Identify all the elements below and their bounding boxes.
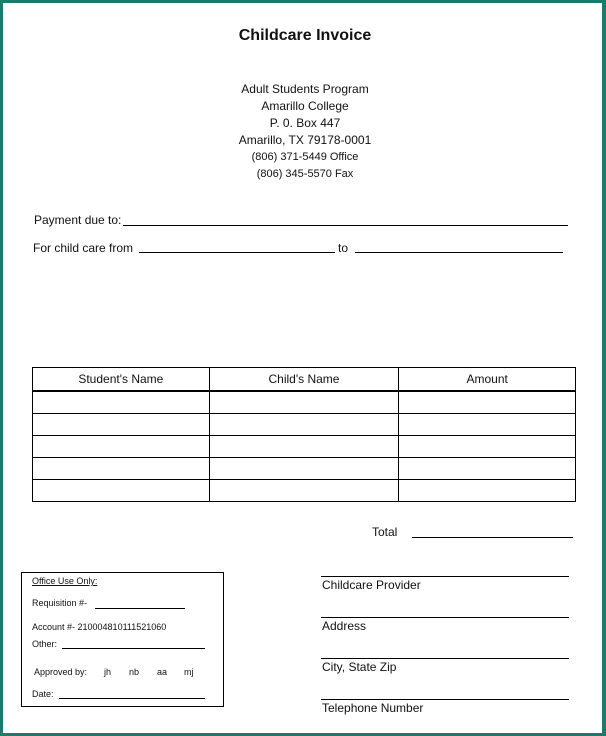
amount-cell[interactable]: [399, 414, 576, 436]
invoice-page: [3, 3, 602, 733]
total-line[interactable]: [412, 537, 573, 538]
student-name-cell[interactable]: [33, 414, 210, 436]
table-row: [33, 458, 576, 480]
table-row: [33, 392, 576, 414]
provider-line[interactable]: [321, 576, 569, 577]
payment-due-line[interactable]: [123, 225, 568, 226]
amount-cell[interactable]: [399, 458, 576, 480]
payment-due-label: Payment due to:: [34, 213, 122, 227]
student-name-cell[interactable]: [33, 480, 210, 502]
child-care-from-line[interactable]: [139, 252, 335, 253]
address-block: [3, 81, 602, 183]
child-name-cell[interactable]: [209, 458, 399, 480]
invoice-table: [32, 367, 576, 502]
header-students-name: Student's Name: [33, 368, 210, 391]
table-row: [33, 436, 576, 458]
requisition-label: Requisition #-: [32, 598, 88, 608]
student-name-cell[interactable]: [33, 392, 210, 414]
college-name: Amarillo College: [261, 99, 349, 113]
amount-cell[interactable]: [399, 480, 576, 502]
other-label: Other:: [32, 639, 58, 649]
approver-initials: jh: [104, 667, 112, 677]
date-label: Date:: [32, 689, 54, 699]
table-row: [33, 480, 576, 502]
provider-label: Childcare Provider: [322, 578, 421, 592]
approved-by-label: Approved by:: [34, 667, 88, 677]
requisition-line[interactable]: [95, 608, 185, 609]
address-label: Address: [322, 619, 367, 633]
student-name-cell[interactable]: [33, 436, 210, 458]
office-phone: (806) 371-5449 Office: [251, 151, 359, 163]
office-use-box: [21, 572, 224, 707]
invoice-title: Childcare Invoice: [238, 27, 372, 44]
header-amount: Amount: [399, 368, 576, 391]
amount-cell[interactable]: [399, 436, 576, 458]
child-care-to-line[interactable]: [355, 252, 563, 253]
address-line[interactable]: [321, 617, 569, 618]
child-care-from-label: For child care from: [33, 241, 134, 255]
fax-number: (806) 345-5570 Fax: [256, 168, 354, 180]
child-name-cell[interactable]: [209, 480, 399, 502]
table-header-row: [33, 368, 576, 391]
telephone-line[interactable]: [321, 699, 569, 700]
child-name-cell[interactable]: [209, 436, 399, 458]
header-childs-name: Child's Name: [209, 368, 399, 391]
city-state-zip-line[interactable]: [321, 658, 569, 659]
to-label: to: [338, 241, 349, 255]
child-name-cell[interactable]: [209, 392, 399, 414]
date-line[interactable]: [59, 698, 205, 699]
city-state-zip-label: City, State Zip: [322, 660, 397, 674]
table-row: [33, 414, 576, 436]
child-name-cell[interactable]: [209, 414, 399, 436]
program-name: Adult Students Program: [241, 82, 369, 96]
approver-initials: nb: [129, 667, 140, 677]
amount-cell[interactable]: [399, 392, 576, 414]
city-line: Amarillo, TX 79178-0001: [238, 133, 372, 147]
total-label: Total: [372, 525, 398, 539]
approver-initials: aa: [157, 667, 168, 677]
other-line[interactable]: [62, 648, 205, 649]
account-number: Account #- 210004810111521060: [32, 622, 167, 632]
student-name-cell[interactable]: [33, 458, 210, 480]
office-use-heading: Office Use Only:: [32, 576, 98, 586]
approver-initials: mj: [184, 667, 194, 677]
telephone-label: Telephone Number: [322, 701, 424, 715]
po-box: P. 0. Box 447: [269, 116, 341, 130]
